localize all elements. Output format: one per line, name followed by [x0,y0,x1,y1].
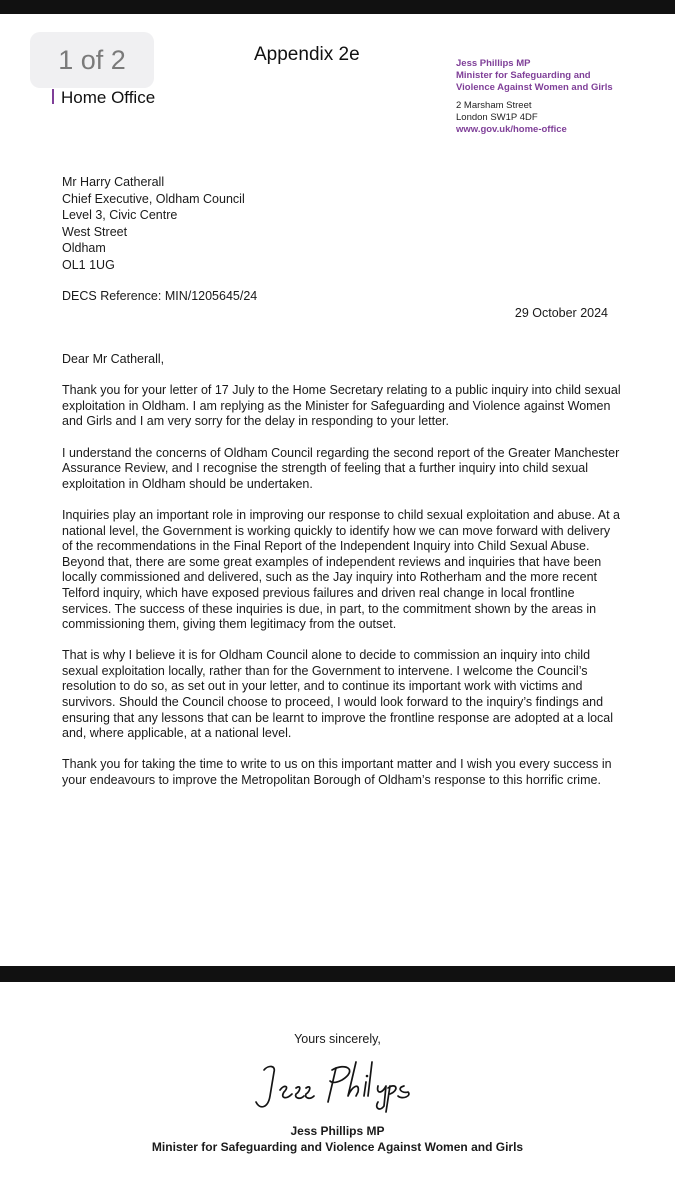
signer-title: Minister for Safeguarding and Violence Against Women and Girls [151,1140,524,1154]
department-logo [52,88,155,108]
sender-role-line1: Minister for Safeguarding and [456,70,591,81]
handwritten-signature [250,1056,435,1123]
decs-reference: DECS Reference: MIN/1205645/24 [62,289,258,303]
paragraph: Thank you for taking the time to write to us on this important matter and I wish you every success in your endeavours to improve the Metropolitan Borough of Oldham’s response to this horrific crime. [62,757,612,788]
closing: Yours sincerely, [294,1032,381,1046]
recipient-line: OL1 1UG [62,257,115,272]
recipient-line: Level 3, Civic Centre [62,208,178,222]
paragraph: Inquiries play an important role in improving our response to child sexual exploitation and abuse. At a national level, the Government is working quickly to identify how we can move forward with delivery of the recommendations in the Final Report of the Independent Inquiry into Child Sexual Abuse. Beyond that, there are some great examples of independent reviews and inquiries that have been locally commissioned and delivered, such as the Jay inquiry into Rotherham and the more recent Telford inquiry, which have exposed previous failures and driven real change in local frontline services. The success of these inquiries is due, in part, to the commitment shown by the areas in commissioning them, giving them legitimacy from the outset. [62,507,620,632]
paragraph: That is why I believe it is for Oldham Council alone to decide to commission an inquiry into child sexual exploitation locally, rather than for the Government to intervene. I welcome the Council’s resolution to do so, as set out in your letter, and to continue its important work with victims and survivors. Should the Council choose to proceed, I would look forward to the inquiry’s findings and ensuring that any lessons that can be learnt to improve the frontline response are adopted at a local and, where applicable, at a national level. [62,648,614,741]
crest-bar-icon [52,89,54,104]
sender-name: Jess Phillips MP [456,58,531,69]
recipient-address [62,174,245,273]
appendix-label: Appendix 2e [254,44,360,65]
paragraph: Thank you for your letter of 17 July to the Home Secretary relating to a public inquiry into child sexual exploitation in Oldham. I am replying as the Minister for Safeguarding and Violence against Women and Girls and I am very sorry for the delay in responding to your letter. [62,383,621,429]
recipient-line: Chief Executive, Oldham Council [62,191,245,206]
letter-body [62,352,622,804]
top-frame-bar [0,0,675,14]
recipient-line: Oldham [62,241,106,255]
page-counter: 1 of 2 [30,32,154,88]
salutation: Dear Mr Catherall, [62,352,165,366]
recipient-line: West Street [62,224,128,239]
sender-address-line1: 2 Marsham Street [456,100,532,111]
signer-name: Jess Phillips MP [290,1124,385,1138]
sender-block [456,58,613,136]
page-break-bar [0,966,675,982]
letter-date: 29 October 2024 [514,306,608,320]
sender-website: www.gov.uk/home-office [456,124,567,135]
paragraph: I understand the concerns of Oldham Council regarding the second report of the Greater Manchester Assurance Review, and I recognise the strength of feeling that a further inquiry into child sexual exploitation in Oldham should be undertaken. [62,445,620,491]
department-name: Home Office [61,88,156,107]
recipient-line: Mr Harry Catherall [62,175,165,189]
sender-address-line2: London SW1P 4DF [456,112,538,123]
sender-role-line2: Violence Against Women and Girls [456,82,613,93]
signature-icon [250,1056,435,1118]
